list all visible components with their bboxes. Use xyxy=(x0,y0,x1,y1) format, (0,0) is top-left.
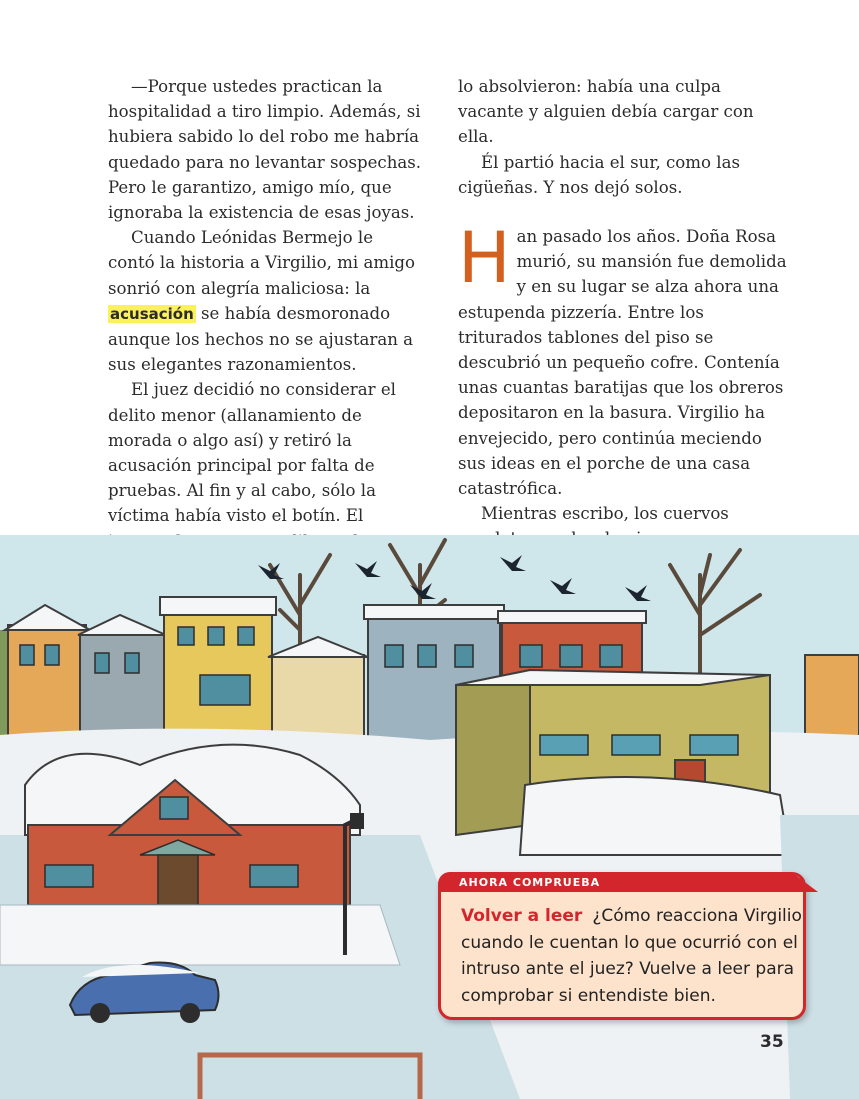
paragraph: El juez decidió no considerar el delito menor (allanamiento de morada o algo así) y retiró la acusación principal por falta de pruebas. Al fin y al cabo, sólo la víctima había visto el botín. El xyxy=(108,380,396,526)
paragraph: Él partió hacia el sur, como las cigüeñas. Y nos dejó solos. xyxy=(458,152,740,197)
page-number: 35 xyxy=(760,1032,784,1052)
text-run: se había desmoronado aunque los hechos no se ajustaran a sus elegantes razonamientos. xyxy=(108,303,414,375)
paragraph xyxy=(108,225,422,377)
check-body xyxy=(461,903,806,1009)
reread-label: Volver a leer xyxy=(461,906,583,926)
text-run: an pasado los años. Doña Rosa murió, su mansión fue demolida y en su lugar se alza ahora una estupenda pizzería. Entre los triturados tablones del piso se descubrió un pequeño cofre. Contenía unas cuantas baratijas que los obreros depositaron en la basura. Virgilio ha envejecido, pero continúa meciendo sus ideas en el porche de una casa catastrófica. xyxy=(458,227,787,499)
check-question: ¿Cómo reacciona Virgilio cuando le cuentan lo que ocurrió con el intruso ante el juez? Vuelve a leer para comprobar si entendiste bien. xyxy=(461,906,802,1006)
left-text-column xyxy=(108,74,422,579)
drop-cap: H xyxy=(458,217,511,300)
vocabulary-highlight[interactable]: acusación xyxy=(110,304,194,323)
check-title: AHORA COMPRUEBA xyxy=(459,876,601,889)
paragraph xyxy=(458,217,788,501)
text-run: Cuando Leónidas Bermejo le contó la historia a Virgilio, mi amigo sonrió con alegría maliciosa: la xyxy=(108,228,416,298)
apartment-building xyxy=(456,670,790,855)
comprehension-check-box xyxy=(438,872,806,1020)
paragraph: Mientras escribo, los cuervos xyxy=(481,504,729,524)
right-text-column xyxy=(458,74,788,577)
paragraph: lo absolvieron: había una culpa vacante y alguien debía cargar con ella. xyxy=(458,77,754,147)
paragraph: —Porque ustedes practican la hospitalidad a tiro limpio. Además, si hubiera sabido lo del robo me habría quedado para no levantar sospechas. Pero le garantizo, amigo mío, que ignoraba la existencia de esas joyas. xyxy=(108,77,422,223)
